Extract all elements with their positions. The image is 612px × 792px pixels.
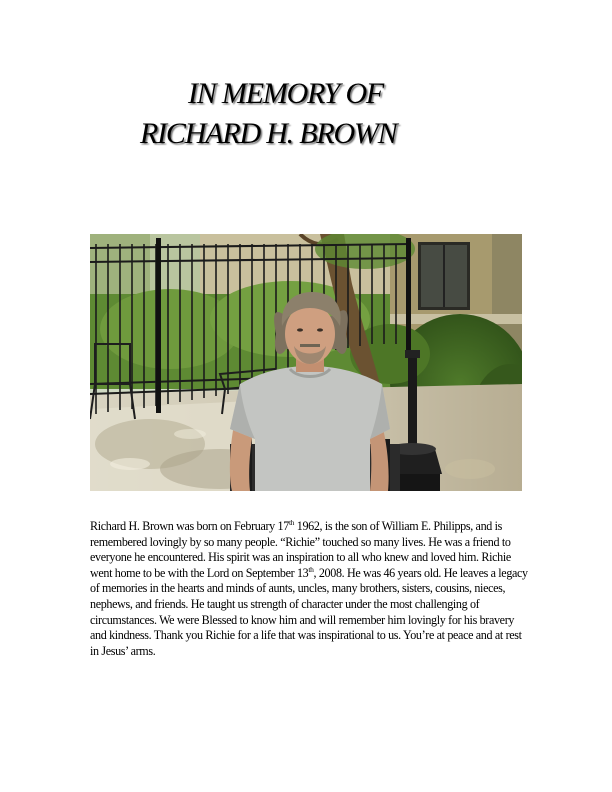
paragraph-part-3: , 2008. He was 46 years old. He leaves a legacy of memories in the hearts and minds of aunts, uncles, many brothers, sisters, cousins, nieces, nephews, and friends. He taught us strength of character under the most challenging of circumstances. We were Blessed to know him and will remember him lovingly for his bravery and kindness. Thank you Richie for a life that was inspirational to us. You’re at peace and at rest in Jesus’ arms. bbox=[90, 565, 528, 658]
paragraph-part-2: 1962, is the son of William E. Philipps, and is remembered lovingly by so many people. “Richie” touched so many lives. He was a friend to everyone he encountered. His spirit was an inspiration to all who knew and loved him. Richie went home to be with the Lord on September 13 bbox=[90, 519, 511, 580]
memorial-photo bbox=[90, 234, 522, 491]
memorial-paragraph bbox=[90, 519, 530, 659]
superscript-th-2: th bbox=[308, 564, 314, 574]
superscript-th-1: th bbox=[288, 518, 295, 527]
paragraph-part-1: Richard H. Brown was born on February 17 bbox=[90, 519, 289, 533]
memorial-title bbox=[0, 74, 612, 154]
title-line-2: RICHARD H. BROWN bbox=[140, 117, 397, 150]
title-line-1: IN MEMORY OF bbox=[188, 77, 384, 110]
